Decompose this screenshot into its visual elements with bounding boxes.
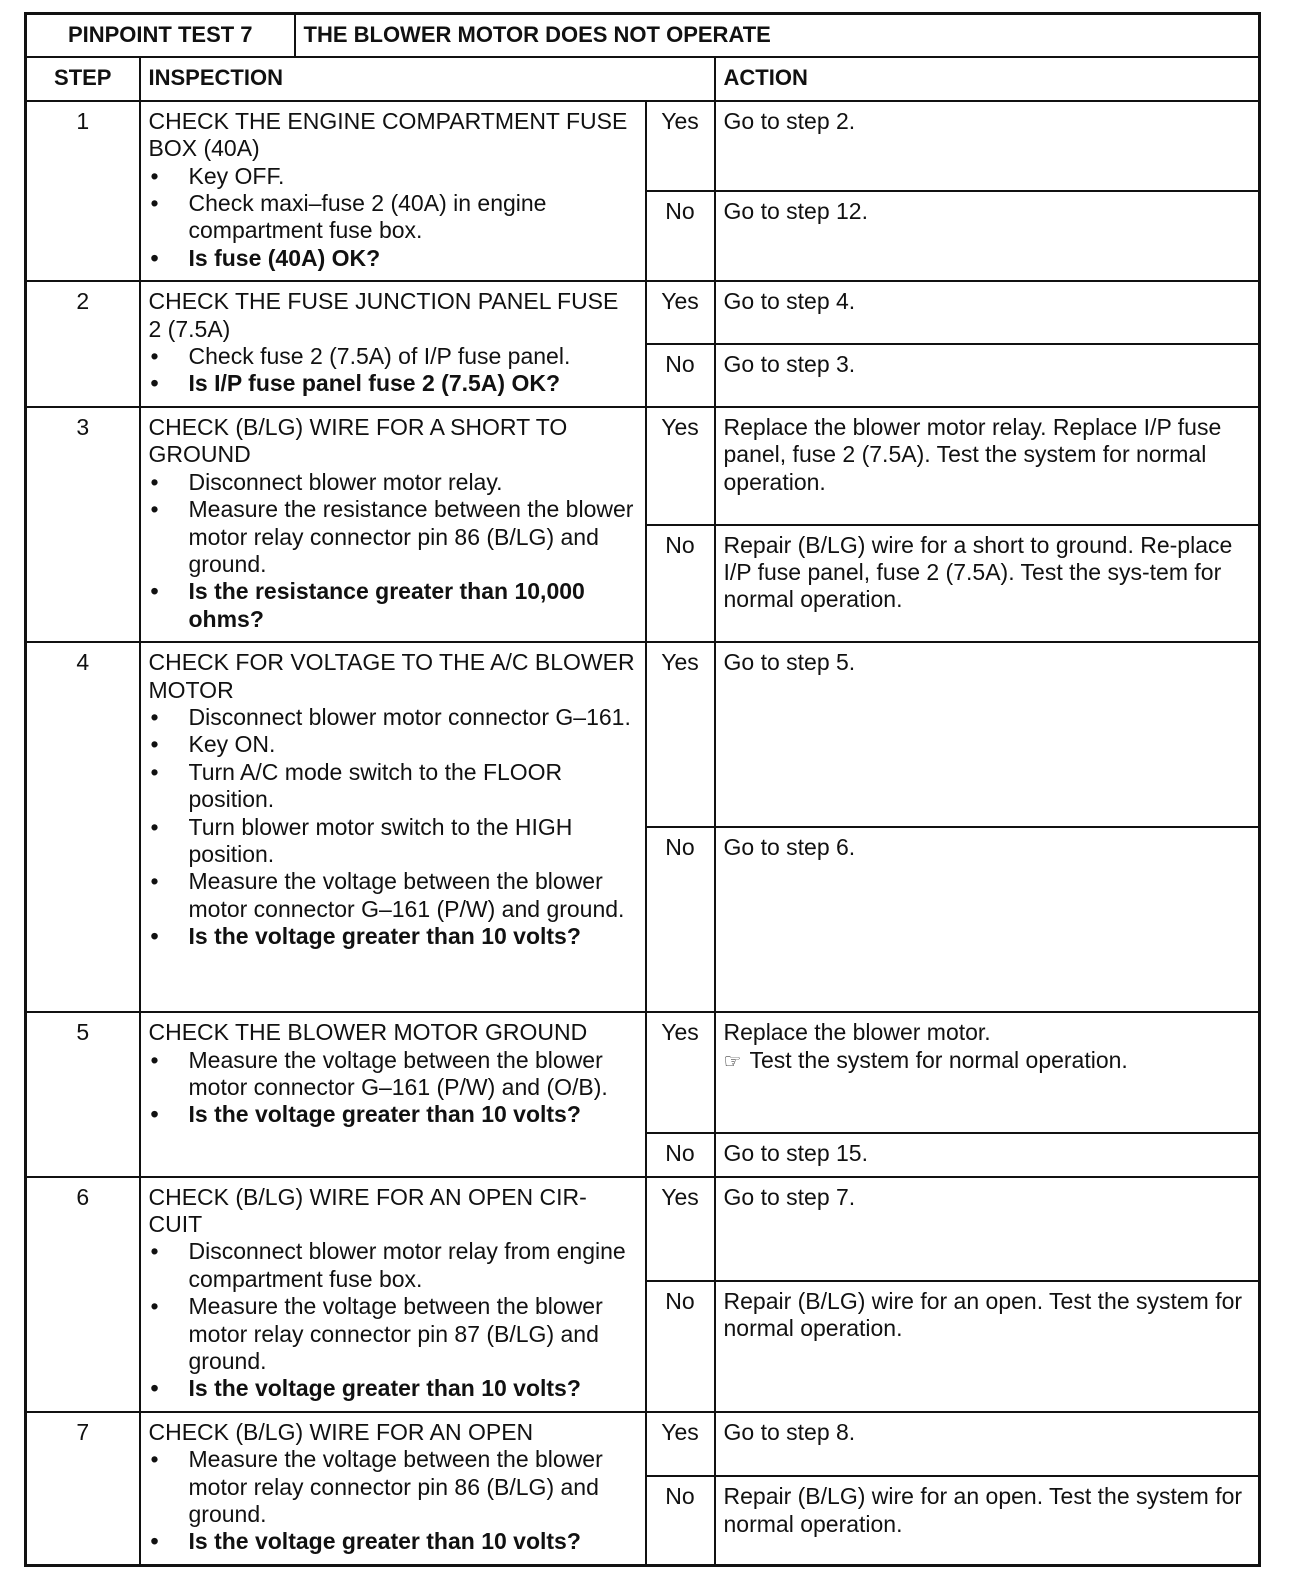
test-number: PINPOINT TEST 7 [26, 14, 295, 58]
step-1-yes-row [26, 101, 1260, 191]
step-inspection [140, 407, 646, 642]
inspection-list [149, 163, 637, 273]
check-heading: CHECK THE FUSE JUNCTION PANEL FUSE 2 (7.5A) [148, 288, 619, 342]
no-action: Repair (B/LG) wire for an open. Test the system for normal operation. [715, 1281, 1260, 1412]
inspection-list [149, 1047, 637, 1129]
inspection-question: • Is fuse (40A) OK? [149, 245, 637, 272]
inspection-question: • Is the voltage greater than 10 volts? [149, 1101, 637, 1128]
inspection-bullet: • Disconnect blower motor relay from engine compartment fuse box. [149, 1238, 637, 1293]
yes-action [715, 1012, 1260, 1133]
no-action: Go to step 12. [715, 191, 1260, 281]
inspection-question: • Is the voltage greater than 10 volts? [149, 923, 637, 950]
yes-action: Go to step 5. [715, 642, 1260, 827]
step-inspection [140, 281, 646, 407]
step-3-yes-row [26, 407, 1260, 525]
no-action: Repair (B/LG) wire for an open. Test the system for normal operation. [715, 1476, 1260, 1565]
yes-action: Go to step 4. [715, 281, 1260, 344]
yes-action: Replace the blower motor relay. Replace I/P fuse panel, fuse 2 (7.5A). Test the system for normal operation. [715, 407, 1260, 525]
step-number: 6 [26, 1177, 140, 1412]
test-title: THE BLOWER MOTOR DOES NOT OPERATE [295, 14, 1260, 58]
step-7-yes-row [26, 1412, 1260, 1476]
pointing-hand-icon: ☞ [723, 1050, 742, 1073]
yes-action: Go to step 2. [715, 101, 1260, 191]
title-row [26, 14, 1260, 58]
step-inspection [140, 1012, 646, 1176]
no-label: No [646, 827, 715, 1012]
no-label: No [646, 191, 715, 281]
no-action: Repair (B/LG) wire for a short to ground. Re-place I/P fuse panel, fuse 2 (7.5A). Test the sys-tem for normal operation. [715, 525, 1260, 643]
step-number: 3 [26, 407, 140, 642]
check-heading: CHECK FOR VOLTAGE TO THE A/C BLOWER MOTOR [148, 649, 635, 703]
yes-action-text: Replace the blower motor. [723, 1019, 991, 1046]
no-action: Go to step 6. [715, 827, 1260, 1012]
inspection-bullet: • Disconnect blower motor connector G–161. [149, 704, 637, 731]
inspection-bullet: • Turn A/C mode switch to the FLOOR position. [149, 759, 637, 814]
no-action: Go to step 15. [715, 1133, 1260, 1176]
step-4-yes-row [26, 642, 1260, 827]
check-heading: CHECK THE ENGINE COMPARTMENT FUSE BOX (40A) [148, 107, 628, 162]
yes-action: Go to step 8. [715, 1412, 1260, 1476]
step-5-yes-row [26, 1012, 1260, 1133]
inspection-bullet: • Measure the voltage between the blower motor connector G–161 (P/W) and ground. [149, 868, 637, 923]
yes-label: Yes [646, 642, 715, 827]
check-heading: CHECK THE BLOWER MOTOR GROUND [148, 1019, 588, 1046]
inspection-question: • Is the voltage greater than 10 volts? [149, 1375, 637, 1402]
no-label: No [646, 344, 715, 407]
yes-label: Yes [646, 407, 715, 525]
inspection-question: • Is the resistance greater than 10,000 ohms? [149, 578, 637, 633]
inspection-list [149, 704, 637, 951]
inspection-bullet: • Key ON. [149, 731, 637, 758]
yes-label: Yes [646, 1177, 715, 1282]
inspection-bullet: • Measure the voltage between the blower motor relay connector pin 86 (B/LG) and ground. [149, 1446, 637, 1528]
inspection-bullet: • Check fuse 2 (7.5A) of I/P fuse panel. [149, 343, 637, 370]
no-label: No [646, 1133, 715, 1176]
inspection-bullet: • Turn blower motor switch to the HIGH position. [149, 814, 637, 869]
no-label: No [646, 525, 715, 643]
step-inspection [140, 101, 646, 281]
yes-label: Yes [646, 101, 715, 191]
column-header-row [26, 57, 1260, 100]
inspection-list [149, 1238, 637, 1402]
step-6-yes-row [26, 1177, 1260, 1282]
step-number: 1 [26, 101, 140, 281]
step-2-yes-row [26, 281, 1260, 344]
inspection-column-header: INSPECTION [140, 57, 715, 100]
yes-label: Yes [646, 1012, 715, 1133]
inspection-question: • Is I/P fuse panel fuse 2 (7.5A) OK? [149, 370, 637, 397]
step-number: 7 [26, 1412, 140, 1566]
inspection-list [149, 1446, 637, 1556]
no-label: No [646, 1281, 715, 1412]
step-inspection [140, 1412, 646, 1566]
yes-label: Yes [646, 281, 715, 344]
step-column-header: STEP [26, 57, 140, 100]
action-column-header: ACTION [715, 57, 1260, 100]
inspection-list [149, 469, 637, 633]
pinpoint-test-table [24, 12, 1261, 1567]
no-label: No [646, 1476, 715, 1565]
check-heading: CHECK (B/LG) WIRE FOR AN OPEN [148, 1418, 534, 1445]
check-heading: CHECK (B/LG) WIRE FOR AN OPEN CIR-CUIT [148, 1183, 587, 1237]
yes-action: Go to step 7. [715, 1177, 1260, 1282]
inspection-bullet: • Measure the voltage between the blower motor connector G–161 (P/W) and (O/B). [149, 1047, 637, 1102]
inspection-bullet: • Disconnect blower motor relay. [149, 469, 637, 496]
yes-action-note [724, 1047, 1128, 1073]
inspection-bullet: • Measure the voltage between the blower motor relay connector pin 87 (B/LG) and ground. [149, 1293, 637, 1375]
inspection-bullet: • Check maxi–fuse 2 (40A) in engine compartment fuse box. [149, 190, 637, 245]
step-number: 5 [26, 1012, 140, 1176]
check-heading: CHECK (B/LG) WIRE FOR A SHORT TO GROUND [148, 413, 568, 468]
yes-note-text: Test the system for normal operation. [749, 1046, 1128, 1073]
inspection-list [149, 343, 637, 398]
inspection-question: • Is the voltage greater than 10 volts? [149, 1528, 637, 1555]
yes-label: Yes [646, 1412, 715, 1476]
step-number: 2 [26, 281, 140, 407]
step-inspection [140, 642, 646, 1012]
step-inspection [140, 1177, 646, 1412]
step-number: 4 [26, 642, 140, 1012]
inspection-bullet: • Measure the resistance between the blower motor relay connector pin 86 (B/LG) and ground. [149, 496, 637, 578]
no-action: Go to step 3. [715, 344, 1260, 407]
inspection-bullet: • Key OFF. [149, 163, 637, 190]
